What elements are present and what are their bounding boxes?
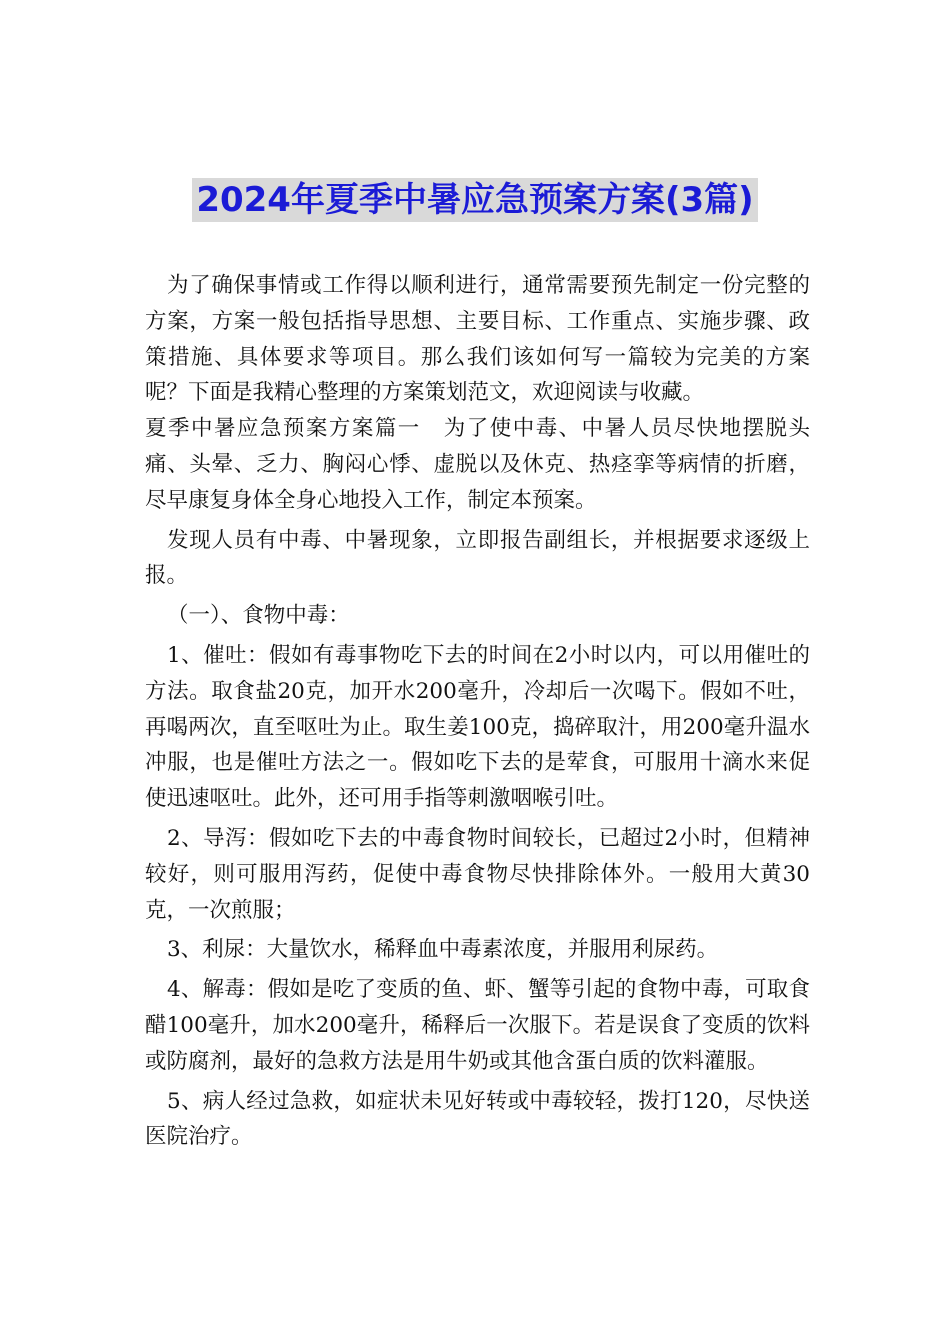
intro-paragraph: 为了确保事情或工作得以顺利进行，通常需要预先制定一份完整的方案，方案一般包括指导思想、主要目标、工作重点、实施步骤、政策措施、具体要求等项目。那么我们该如何写一篇较为完美的方案呢？下面是我精心整理的方案策划范文，欢迎阅读与收藏。 [145, 273, 810, 406]
document-title: 2024年夏季中暑应急预案方案(3篇) [192, 178, 757, 222]
section-one-paragraph: 夏季中暑应急预案方案篇一 为了使中毒、中暑人员尽快地摆脱头痛、头晕、乏力、胸闷心悸、虚脱以及休克、热痉挛等病情的折磨，尽早康复身体全身心地投入工作，制定本预案。 [145, 416, 810, 513]
diuresis-paragraph: 3、利尿：大量饮水，稀释血中毒素浓度，并服用利尿药。 [167, 937, 719, 963]
vomit-paragraph: 1、催吐：假如有毒事物吃下去的时间在2小时以内，可以用催吐的方法。取食盐20克，加开水200毫升，冷却后一次喝下。假如不吐，再喝两次，直至呕吐为止。取生姜100克，捣碎取汁，用200毫升温水冲服，也是催吐方法之一。假如吃下去的是荤食，可服用十滴水来促使迅速呕吐。此外，还可用手指等刺激咽喉引吐。 [145, 642, 810, 812]
detox-paragraph: 4、解毒：假如是吃了变质的鱼、虾、蟹等引起的食物中毒，可取食醋100毫升，加水200毫升，稀释后一次服下。若是误食了变质的饮料或防腐剂，最好的急救方法是用牛奶或其他含蛋白质的饮料灌服。 [145, 977, 810, 1074]
title-container [0, 178, 950, 222]
report-paragraph: 发现人员有中毒、中暑现象，立即报告副组长，并根据要求逐级上报。 [145, 527, 810, 589]
hospital-paragraph: 5、病人经过急救，如症状未见好转或中毒较轻，拨打120，尽快送医院治疗。 [145, 1088, 810, 1150]
food-poisoning-heading: （一）、食物中毒： [167, 603, 350, 629]
purge-paragraph: 2、导泻：假如吃下去的中毒食物时间较长，已超过2小时，但精神较好，则可服用泻药，促使中毒食物尽快排除体外。一般用大黄30克，一次煎服； [145, 825, 810, 923]
document-body [145, 268, 810, 1155]
